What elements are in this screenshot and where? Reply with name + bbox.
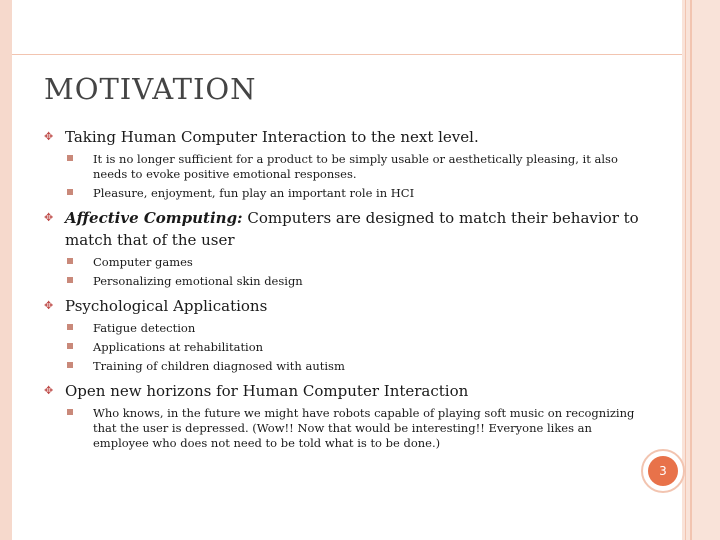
slide-content [44,126,644,457]
sub-bullet-text: It is no longer sufficient for a product to be simply usable or aesthetically pleasing, it also needs to evoke positive emotional responses. [93,152,618,181]
square-bullet-icon [67,258,73,264]
bullet-item [44,380,644,451]
sub-bullet-item [65,186,644,201]
sub-bullet-item [65,152,644,182]
sub-bullet-text: Training of children diagnosed with autism [93,359,345,373]
diamond-cross-icon: ✥ [44,130,54,143]
bullet-text [65,207,644,251]
sub-bullet-text: Applications at rehabilitation [93,340,264,354]
square-bullet-icon [67,189,73,195]
sub-bullet-list [65,406,644,451]
bullet-text-rest: Computers are designed to match their behavior to match that of the user [65,209,639,249]
sub-bullet-item [65,255,644,270]
page-number: 3 [648,456,678,486]
square-bullet-icon [67,324,73,330]
square-bullet-icon [67,362,73,368]
diamond-cross-icon: ✥ [44,211,54,224]
sub-bullet-list [65,152,644,201]
sub-bullet-item [65,321,644,336]
square-bullet-icon [67,277,73,283]
bullet-item [44,126,644,201]
square-bullet-icon [67,343,73,349]
slide-title: MOTIVATION [44,72,257,106]
slide-frame-left [0,0,12,540]
frame-line [690,0,692,540]
bullet-item [44,295,644,374]
sub-bullet-item [65,359,644,374]
sub-bullet-text: Who knows, in the future we might have robots capable of playing soft music on recognizing that the user is depressed. (Wow!! Now that would be interesting!! Everyone likes an employee who does not need to be told what is to be done.) [93,406,635,450]
square-bullet-icon [67,409,73,415]
page-number-badge [641,449,685,493]
diamond-cross-icon: ✥ [44,384,54,397]
bullet-text: Taking Human Computer Interaction to the next level. [65,128,479,146]
bullet-item [44,207,644,289]
sub-bullet-text: Personalizing emotional skin design [93,274,303,288]
bullet-text: Open new horizons for Human Computer Interaction [65,382,469,400]
sub-bullet-item [65,340,644,355]
square-bullet-icon [67,155,73,161]
sub-bullet-list [65,321,644,374]
title-rule [12,54,682,55]
frame-line [685,0,686,540]
sub-bullet-text: Pleasure, enjoyment, fun play an important role in HCI [93,186,415,200]
bullet-text: Psychological Applications [65,297,268,315]
sub-bullet-item [65,274,644,289]
sub-bullet-list [65,255,644,289]
sub-bullet-item [65,406,644,451]
slide-frame-right [682,0,720,540]
diamond-cross-icon: ✥ [44,299,54,312]
sub-bullet-text: Computer games [93,255,193,269]
sub-bullet-text: Fatigue detection [93,321,196,335]
emphasis-term: Affective Computing: [65,209,243,227]
